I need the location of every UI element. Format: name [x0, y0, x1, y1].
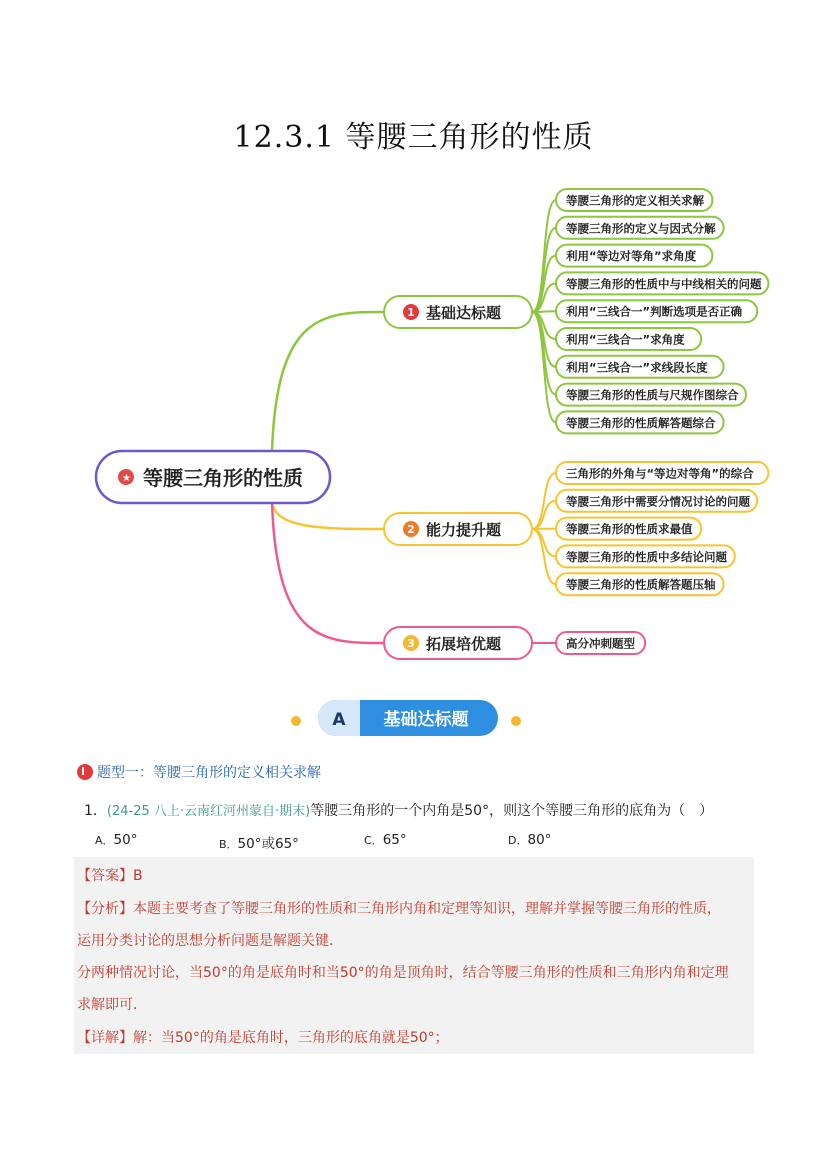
branch-connector — [272, 312, 384, 451]
mindmap-leaf — [556, 490, 757, 512]
mindmap-leaf — [556, 300, 757, 322]
leaf-label: 等腰三角形的性质中多结论问题 — [566, 549, 727, 564]
mindmap-branch-3 — [384, 627, 532, 659]
mindmap-leaf — [556, 356, 724, 378]
question-1 — [84, 800, 713, 820]
leaf-label: 等腰三角形的定义与因式分解 — [566, 221, 716, 236]
topic-label: 题型一：等腰三角形的定义相关求解 — [97, 765, 321, 781]
leaf-label: 等腰三角形的性质中与中线相关的问题 — [566, 276, 762, 291]
mindmap-leaf — [556, 545, 735, 567]
question-source: (24-25 八上·云南红河州蒙自·期末) — [106, 804, 311, 819]
leaf-label: 利用“等边对等角”求角度 — [566, 249, 697, 264]
question-number: 1． — [84, 803, 107, 819]
mindmap-leaf — [556, 462, 768, 484]
mindmap-root-label: 等腰三角形的性质 — [143, 466, 303, 490]
branch-number: 1 — [407, 306, 415, 319]
section-banner — [0, 695, 827, 741]
mindmap-leaf — [556, 245, 712, 267]
leaf-label: 等腰三角形的性质解答题综合 — [566, 415, 716, 430]
page-title: 12.3.1 等腰三角形的性质 — [233, 120, 594, 155]
leaf-label: 高分冲刺题型 — [566, 636, 635, 651]
mind-map — [0, 170, 827, 670]
option-c: C．65° — [364, 832, 407, 848]
leaf-label: 等腰三角形的性质求最值 — [566, 522, 693, 537]
option-a: A．50° — [95, 832, 138, 848]
branch-connector — [272, 503, 384, 643]
leaf-label: 利用“三线合一”求角度 — [566, 332, 685, 347]
option-b: B．50°或65° — [219, 836, 299, 852]
branch-label: 能力提升题 — [426, 521, 502, 539]
branch-label: 基础达标题 — [426, 304, 502, 322]
question-text: 等腰三角形的一个内角是50°，则这个等腰三角形的底角为（ ） — [310, 803, 714, 819]
mindmap-leaf — [556, 573, 724, 595]
analysis-line-1: 【分析】本题主要考查了等腰三角形的性质和三角形内角和定理等知识，理解并掌握等腰三角形的性质， — [77, 901, 721, 917]
answer-panel — [74, 857, 754, 1054]
branch-label: 拓展培优题 — [426, 635, 502, 653]
leaf-label: 利用“三线合一”判断选项是否正确 — [566, 304, 743, 319]
branch-number: 2 — [407, 523, 415, 536]
mindmap-leaf — [556, 411, 724, 433]
mindmap-leaf — [556, 328, 701, 350]
leaf-connector — [532, 312, 556, 422]
leaf-label: 等腰三角形的性质与尺规作图综合 — [566, 388, 739, 403]
topic-heading — [77, 762, 321, 782]
analysis-line-2: 运用分类讨论的思想分析问题是解题关键． — [77, 933, 343, 949]
mindmap-leaf — [556, 217, 724, 239]
mindmap-leaf — [556, 189, 712, 211]
option-d: D．80° — [508, 832, 552, 848]
mindmap-branch-1 — [384, 296, 532, 328]
answer-line: 【答案】B — [77, 868, 143, 884]
detail-line-1: 【详解】解：当50°的角是底角时，三角形的底角就是50°； — [77, 1030, 449, 1046]
mindmap-root — [96, 451, 330, 503]
banner-letter: A — [332, 710, 346, 730]
star-glyph: ★ — [122, 473, 131, 484]
analysis-line-3: 分两种情况讨论，当50°的角是底角时和当50°的角是顶角时，结合等腰三角形的性质和三角形内角和定理 — [77, 965, 729, 981]
analysis-line-4: 求解即可． — [77, 997, 147, 1013]
mindmap-leaf — [556, 384, 746, 406]
leaf-label: 等腰三角形中需要分情况讨论的问题 — [566, 494, 750, 509]
leaf-label: 三角形的外角与“等边对等角”的综合 — [566, 466, 754, 481]
banner-title: 基础达标题 — [383, 710, 469, 730]
mindmap-leaf — [556, 518, 701, 540]
mindmap-leaf — [556, 272, 768, 294]
mindmap-branch-2 — [384, 513, 532, 545]
leaf-label: 等腰三角形的性质解答题压轴 — [566, 577, 716, 592]
leaf-label: 等腰三角形的定义相关求解 — [566, 193, 704, 208]
mindmap-leaf — [556, 632, 645, 654]
flag-icon — [77, 764, 93, 780]
branch-connector — [272, 503, 384, 529]
branch-number: 3 — [407, 637, 415, 650]
leaf-label: 利用“三线合一”求线段长度 — [566, 360, 708, 375]
